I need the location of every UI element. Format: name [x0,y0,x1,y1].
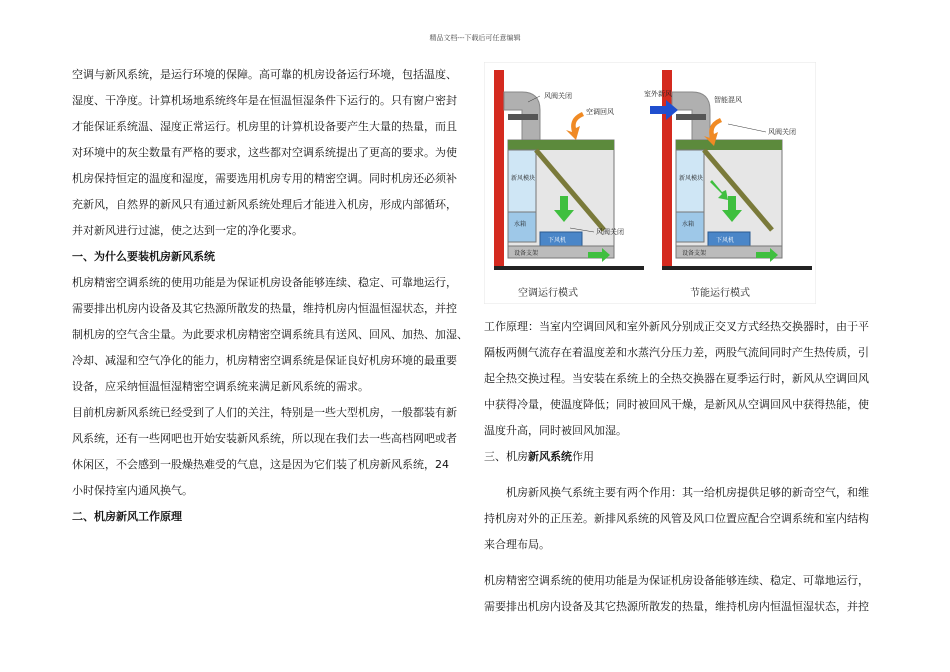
right-column [484,314,884,620]
caption-energy-saving-mode: 节能运行模式 [690,288,750,299]
label-ac-return: 空调回风 [586,108,614,116]
ventilation-diagram [484,62,816,304]
right-p1-line: 隔板两侧气流存在着温度差和水蒸汽分压力差，两股气流间同时产生热传质，引 [484,346,869,359]
caption-ac-mode: 空调运行模式 [518,288,578,299]
right-p1-line: 中获得冷量，使温度降低；同时被回风干燥，是新风从空调回风中获得热能，使 [484,398,869,411]
left-p3-line: 风系统，还有一些网吧也开始安装新风系统，所以现在我们去一些高档网吧或者 [72,432,457,445]
label-fresh-module: 新风模块 [511,175,536,182]
label-damper-closed-top: 风阀关闭 [544,92,572,100]
left-p1-line: 充新风，自然界的新风只有通过新风系统处理后才能进入机房，形成内部循环， [72,198,457,211]
label-equipment-rack: 设备支架 [514,250,539,257]
left-p1-line: 对环境中的灰尘数量有严格的要求，这些都对空调系统提出了更高的要求。为使 [72,146,457,159]
right-p2-line: 持机房对外的正压差。新排风系统的风管及风口位置应配合空调系统和室内结构 [484,512,869,525]
left-p2-line: 需要排出机房内设备及其它热源所散发的热量，维持机房内恒温恒湿状态，并控 [72,302,457,315]
right-p3-line: 机房精密空调系统的使用功能是为保证机房设备能够连续、稳定、可靠地运行， [484,574,869,587]
label-smart-mix: 智能混风 [714,96,742,104]
label-fan: 下风机 [548,237,567,244]
right-p1-line: 温度升高，同时被回风加湿。 [484,424,627,437]
label-water-tank: 水箱 [514,221,527,228]
label-outdoor-fresh: 室外新风 [644,90,672,98]
right-p1-line: 起全热交换过程。当安装在系统上的全热交换器在夏季运行时，新风从空调回风 [484,372,869,385]
left-p1-line: 机房保持恒定的温度和湿度，需要选用机房专用的精密空调。同时机房还必须补 [72,172,457,185]
right-p2-line: 来合理布局。 [484,538,550,551]
right-p2-line: 机房新风换气系统主要有两个作用：其一给机房提供足够的新奇空气，和维 [484,486,869,499]
right-p1-line: 工作原理：当室内空调回风和室外新风分别成正交叉方式经热交换器时，由于平 [484,320,869,333]
left-p1-line: 湿度、干净度。计算机场地系统终年是在恒温恒湿条件下运行的。只有窗户密封 [72,94,457,107]
label-fresh-module-right: 新风模块 [679,175,704,182]
heading3-prefix: 三、机房 [484,450,528,463]
label-fan-right: 下风机 [716,237,735,244]
left-p1-line: 并对新风进行过滤，使之达到一定的净化要求。 [72,224,303,237]
left-p1-line: 才能保证系统温、湿度正常运行。机房里的计算机设备要产生大量的热量，而且 [72,120,457,133]
label-water-tank-right: 水箱 [682,221,695,228]
left-p2-line: 制机房的空气含尘量。为此要求机房精密空调系统具有送风、回风、加热、加湿、 [72,328,468,341]
left-p3-line: 休闲区，不会感到一股燥热难受的气息，这是因为它们装了机房新风系统，24 [72,458,449,471]
heading-why-install: 一、为什么要装机房新风系统 [72,250,215,263]
left-column [72,62,482,530]
heading-working-principle: 二、机房新风工作原理 [72,510,182,523]
heading3-suffix: 作用 [572,450,594,463]
left-p2-line: 机房精密空调系统的使用功能是为保证机房设备能够连续、稳定、可靠地运行， [72,276,457,289]
left-p2-line: 冷却、减湿和空气净化的能力，机房精密空调系统是保证良好机房环境的最重要 [72,354,457,367]
label-damper-closed-right: 风阀关闭 [768,128,796,136]
heading-system-function [484,444,884,470]
left-p1-line: 空调与新风系统，是运行环境的保障。高可靠的机房设备运行环境，包括温度、 [72,68,457,81]
left-p3-line: 目前机房新风系统已经受到了人们的关注，特别是一些大型机房，一般都装有新 [72,406,457,419]
left-p3-line: 小时保持室内通风换气。 [72,484,193,497]
page-header: 精品文档---下载后可任意编辑 [429,34,521,42]
label-damper-closed-bottom: 风阀关闭 [596,228,624,236]
right-p3-line: 需要排出机房内设备及其它热源所散发的热量，维持机房内恒温恒湿状态，并控 [484,600,869,613]
label-equipment-rack-right: 设备支架 [682,250,707,257]
left-p2-line: 设备，应采纳恒温恒湿精密空调系统来满足新风系统的需求。 [72,380,369,393]
heading3-bold: 新风系统 [528,450,572,463]
